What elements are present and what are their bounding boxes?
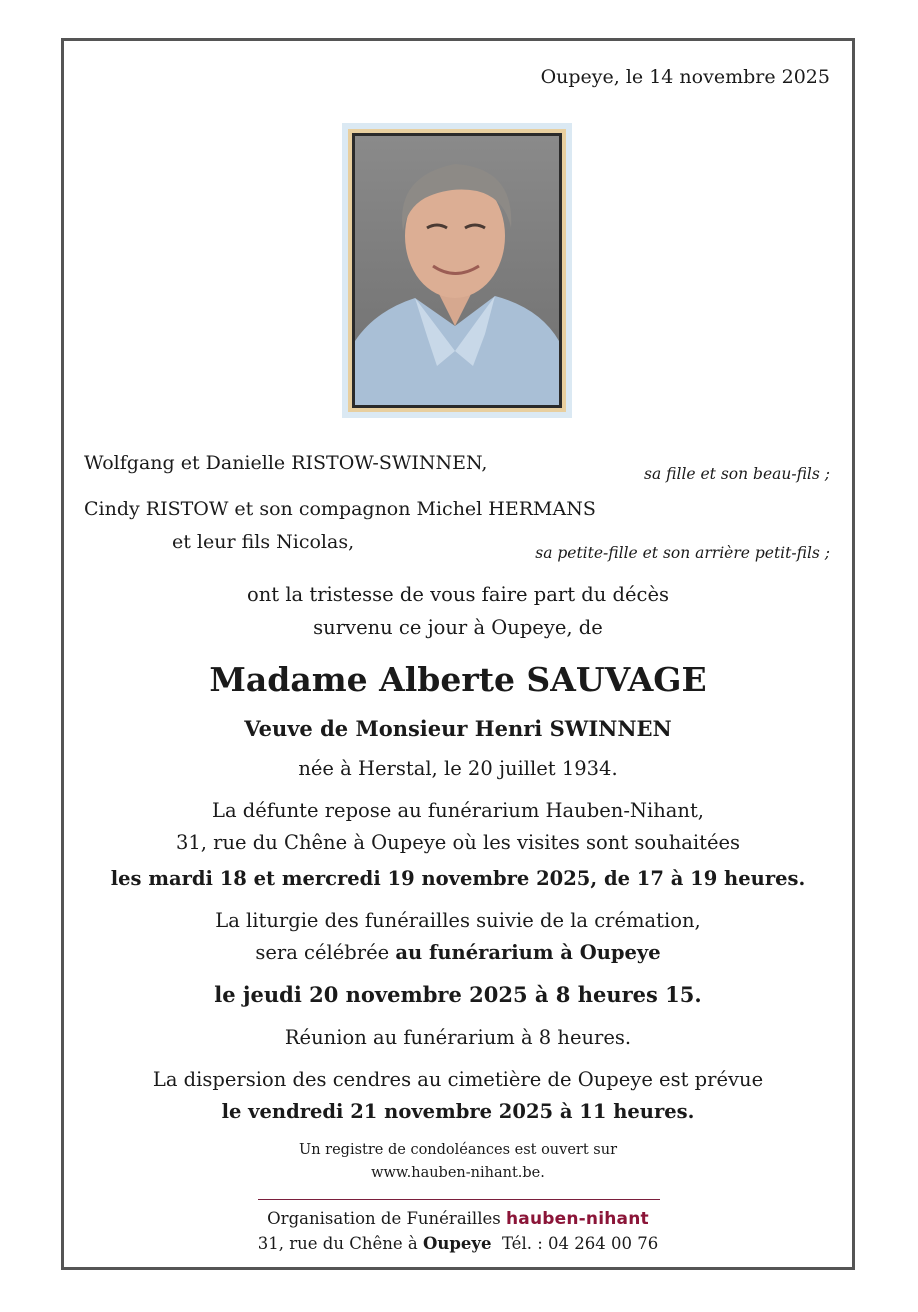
- family-line-2: Cindy RISTOW et son compagnon Michel HERMANS: [84, 498, 596, 520]
- ceremony-place: au funérarium à Oupeye: [395, 941, 661, 964]
- widow-of: Veuve de Monsieur Henri SWINNEN: [244, 716, 672, 741]
- visits-line-2: 31, rue du Chêne à Oupeye où les visites sont souhaitées: [175, 831, 741, 854]
- deceased-name: Madame Alberte SAUVAGE: [209, 660, 707, 699]
- announcement-line-2: survenu ce jour à Oupeye, de: [313, 616, 603, 639]
- ceremony-date: le jeudi 20 novembre 2025 à 8 heures 15.: [214, 982, 702, 1007]
- visits-dates: les mardi 18 et mercredi 19 novembre 2025, de 17 à 19 heures.: [110, 867, 806, 890]
- dispersion-date: le vendredi 21 novembre 2025 à 11 heures.: [221, 1100, 695, 1123]
- portrait-frame: [342, 123, 572, 418]
- family-relation-1: sa fille et son beau-fils ;: [644, 465, 830, 483]
- footer-phone: Tél. : 04 264 00 76: [501, 1234, 659, 1253]
- meeting-info: Réunion au funérarium à 8 heures.: [284, 1026, 632, 1049]
- brand-logo: hauben-nihant: [505, 1209, 649, 1229]
- ceremony-line-2: sera célébrée au funérarium à Oupeye: [255, 941, 661, 964]
- portrait-photo: [355, 136, 559, 405]
- register-line-1: Un registre de condoléances est ouvert sur: [299, 1142, 617, 1158]
- announcement-line-1: ont la tristesse de vous faire part du décès: [246, 583, 669, 606]
- dispersion-line-1: La dispersion des cendres au cimetière de Oupeye est prévue: [152, 1068, 764, 1091]
- footer-address: 31, rue du Chêne à Oupeye Tél. : 04 264 00 76: [257, 1234, 659, 1253]
- register-website: www.hauben-nihant.be.: [371, 1165, 545, 1181]
- family-line-3: et leur fils Nicolas,: [172, 531, 355, 553]
- birth-info: née à Herstal, le 20 juillet 1934.: [298, 757, 618, 780]
- footer-divider: [258, 1199, 660, 1200]
- family-line-1: Wolfgang et Danielle RISTOW-SWINNEN,: [84, 452, 488, 474]
- ceremony-line-1: La liturgie des funérailles suivie de la crémation,: [215, 909, 701, 932]
- visits-line-1: La défunte repose au funérarium Hauben-Nihant,: [212, 799, 704, 822]
- family-relation-2: sa petite-fille et son arrière petit-fils ;: [535, 544, 830, 562]
- place-date: Oupeye, le 14 novembre 2025: [540, 66, 830, 88]
- footer-organisation: Organisation de Funérailles hauben-nihant: [267, 1209, 649, 1229]
